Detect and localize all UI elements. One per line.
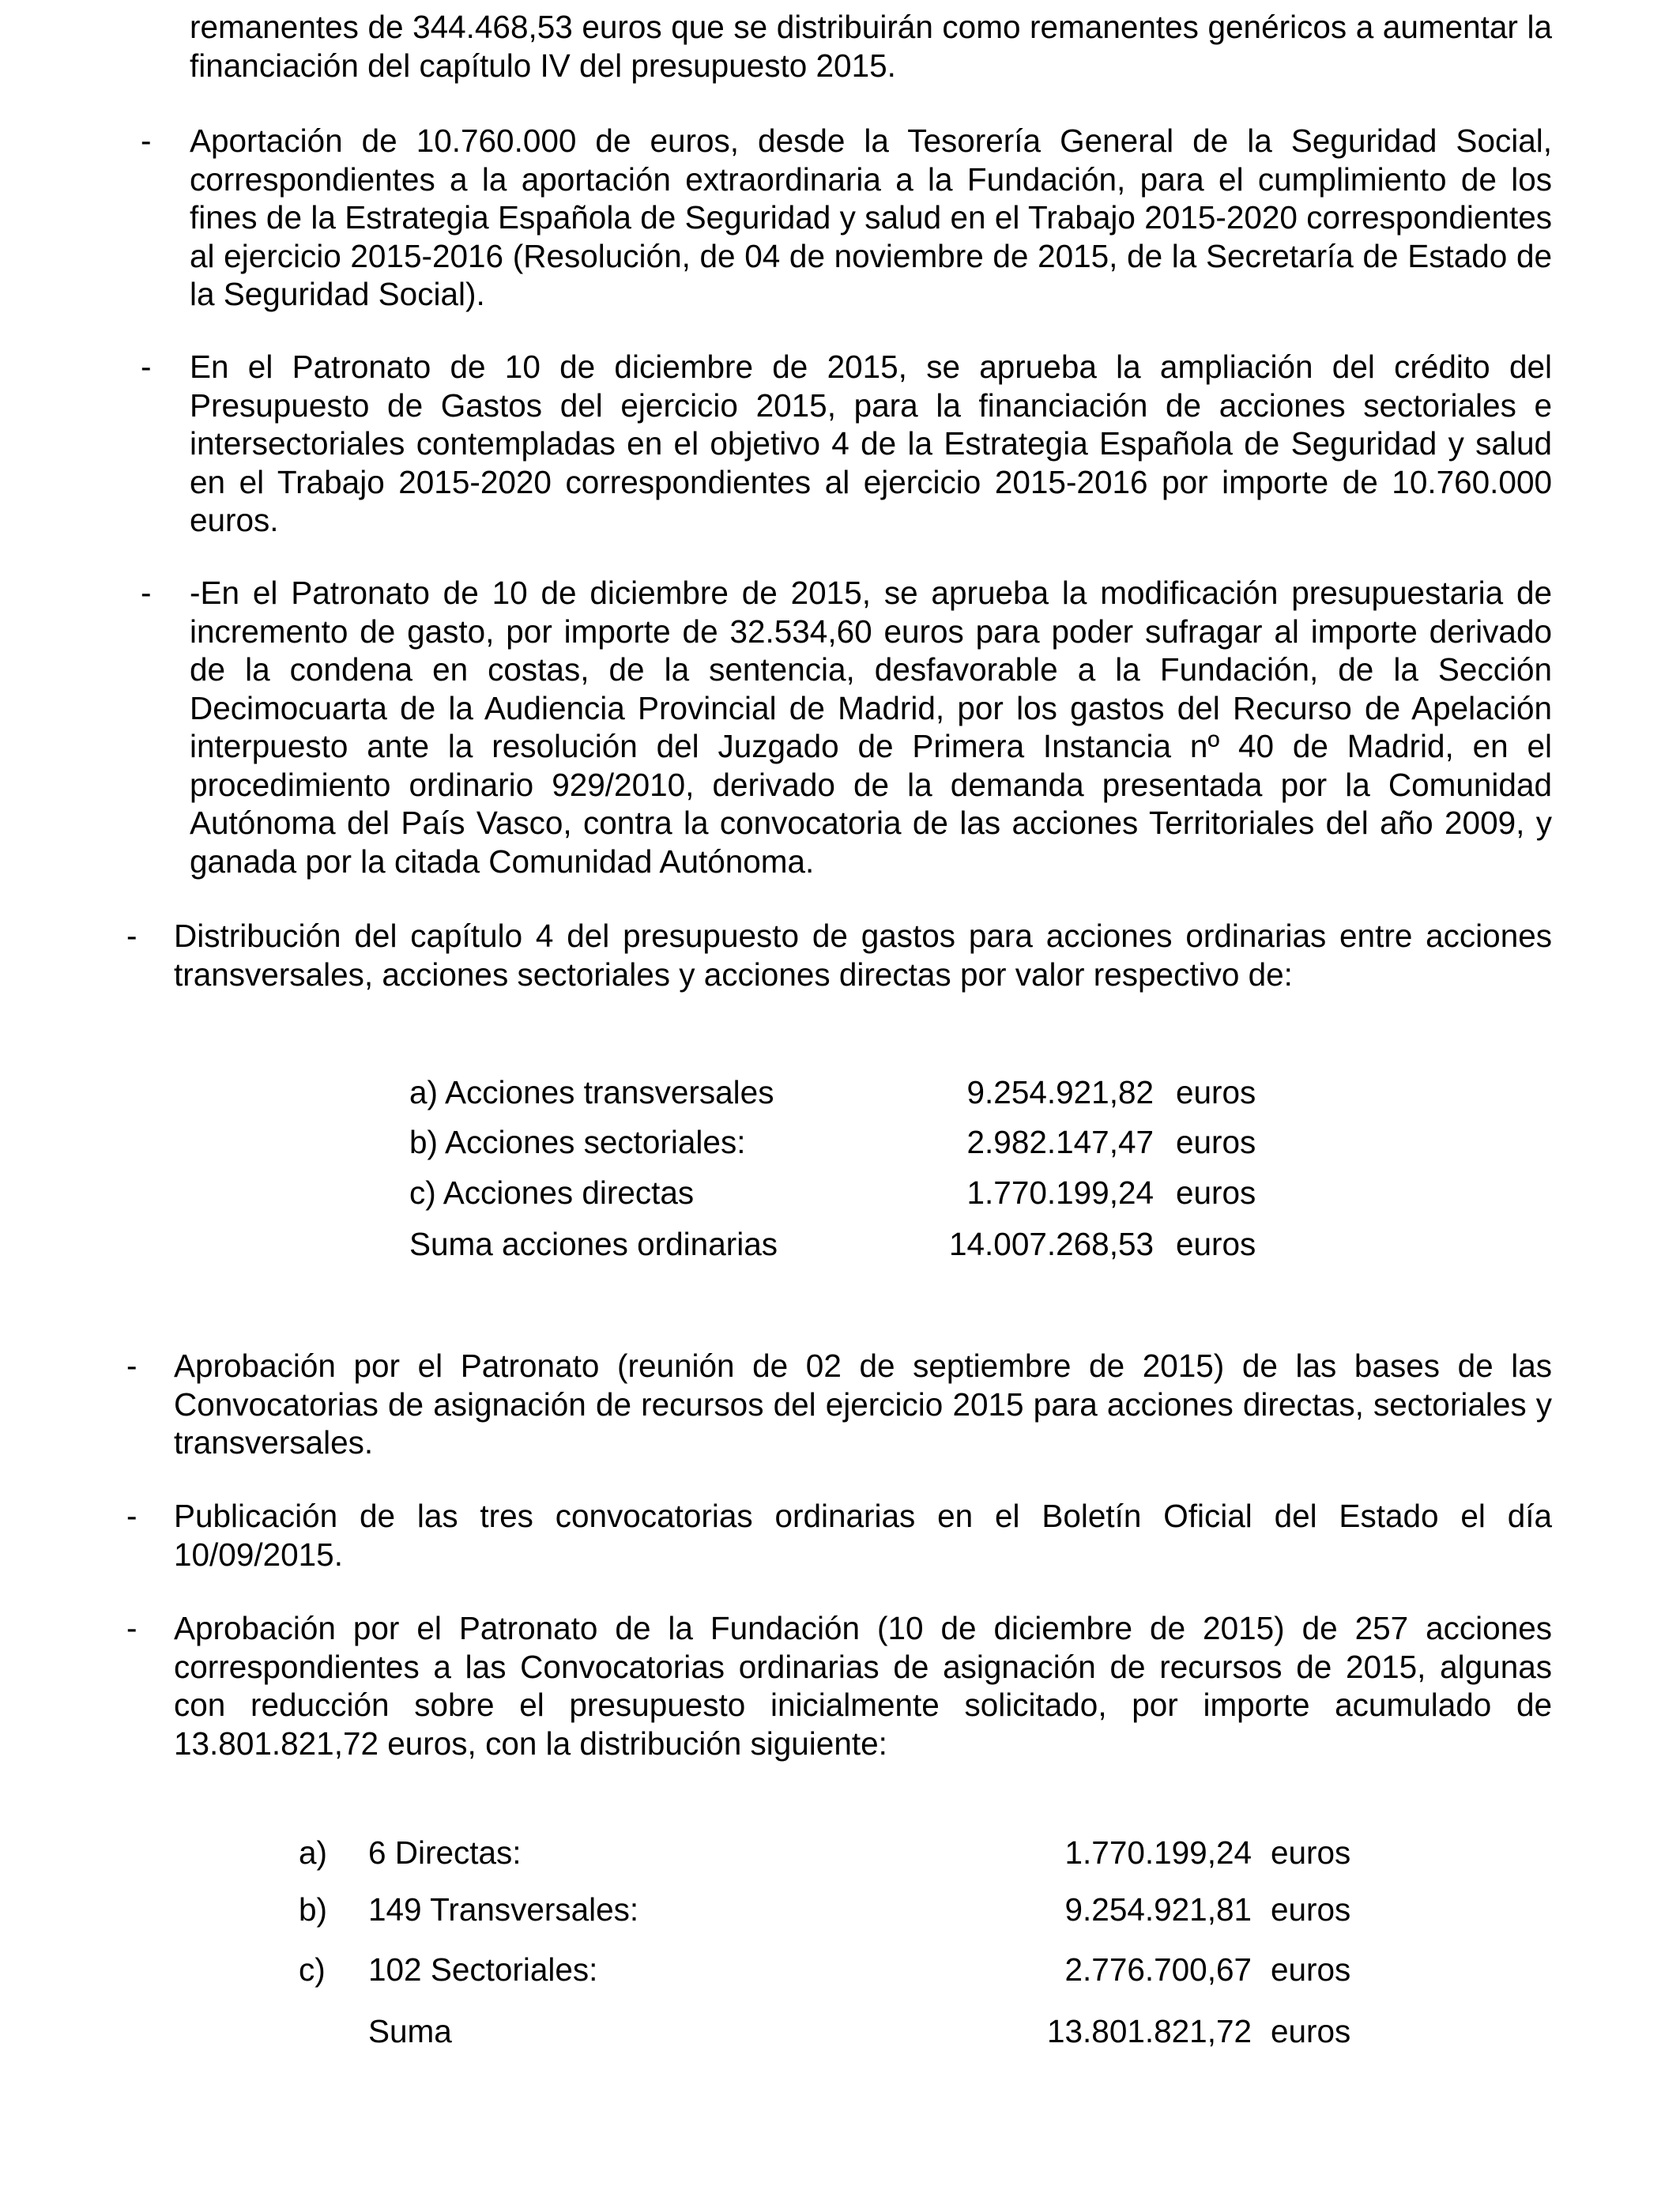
bullet-text: Aprobación por el Patronato de la Fundación (10 de diciembre de 2015) de 257 acciones correspondientes a las Convocatorias ordinarias de asignación de recursos de 2015, algunas con reducción sobre el presupuesto inicialmente solicitado, por importe acumulado de 13.801.821,72 euros, con la distribución siguiente: (174, 1610, 1552, 1762)
table-row (0, 1891, 1680, 1928)
table-row (0, 1073, 1680, 1111)
row-label: a) Acciones transversales (409, 1074, 774, 1110)
row-label: c) Acciones directas (409, 1174, 695, 1211)
row-unit: euros (1176, 1174, 1256, 1211)
row-unit: euros (1176, 1226, 1256, 1262)
bullet-text: Distribución del capítulo 4 del presupuesto de gastos para acciones ordinarias entre acciones transversales, acciones sectoriales y acciones directas por valor respectivo de: (174, 918, 1552, 993)
bullet-dash: - (126, 918, 137, 954)
table-row (0, 1951, 1680, 1989)
row-letter: a) (299, 1834, 328, 1871)
row-amount: 2.776.700,67 (1064, 1951, 1252, 1988)
row-label: 6 Directas: (368, 1834, 522, 1871)
table-row (0, 1123, 1680, 1161)
row-unit: euros (1271, 1891, 1351, 1928)
row-label: Suma acciones ordinarias (409, 1226, 778, 1262)
row-unit: euros (1271, 1951, 1351, 1988)
row-unit: euros (1271, 1834, 1351, 1871)
bullet-text: Aprobación por el Patronato (reunión de 02 de septiembre de 2015) de las bases de las Convocatorias de asignación de recursos del ejercicio 2015 para acciones directas, sectoriales y transversales. (174, 1348, 1552, 1461)
bullet-dash: - (126, 1610, 137, 1646)
row-amount: 2.982.147,47 (966, 1124, 1154, 1160)
row-letter: c) (299, 1951, 326, 1988)
continuation-paragraph: remanentes de 344.468,53 euros que se distribuirán como remanentes genéricos a aumentar la financiación del capítulo IV del presupuesto 2015. (190, 9, 1552, 84)
bullet-text: Publicación de las tres convocatorias ordinarias en el Boletín Oficial del Estado el día 10/09/2015. (174, 1498, 1552, 1573)
row-label: 102 Sectoriales: (368, 1951, 598, 1988)
table-row (0, 1174, 1680, 1212)
bullet-dash: - (141, 575, 152, 611)
row-amount: 9.254.921,81 (1064, 1891, 1252, 1928)
bullet-dash: - (126, 1498, 137, 1534)
row-amount: 1.770.199,24 (966, 1174, 1154, 1211)
bullet-text: Aportación de 10.760.000 de euros, desde la Tesorería General de la Seguridad Social, correspondientes a la aportación extraordinaria a la Fundación, para el cumplimiento de los fines de la Estrategia Española de Seguridad y salud en el Trabajo 2015-2020 correspondientes al ejercicio 2015-2016 (Resolución, de 04 de noviembre de 2015, de la Secretaría de Estado de la Seguridad Social). (190, 123, 1552, 312)
row-amount: 9.254.921,82 (966, 1074, 1154, 1110)
row-unit: euros (1271, 2013, 1351, 2049)
bullet-text: -En el Patronato de 10 de diciembre de 2015, se aprueba la modificación presupuestaria de incremento de gasto, por importe de 32.534,60 euros para poder sufragar al importe derivado de la condena en costas, de la sentencia, desfavorable a la Fundación, de la Sección Decimocuarta de la Audiencia Provincial de Madrid, por los gastos del Recurso de Apelación interpuesto ante la resolución del Juzgado de Primera Instancia nº 40 de Madrid, en el procedimiento ordinario 929/2010, derivado de la demanda presentada por la Comunidad Autónoma del País Vasco, contra la convocatoria de las acciones Territoriales del año 2009, y ganada por la citada Comunidad Autónoma. (190, 575, 1552, 880)
table-row-total (0, 1225, 1680, 1263)
row-unit: euros (1176, 1124, 1256, 1160)
bullet-text: En el Patronato de 10 de diciembre de 2015, se aprueba la ampliación del crédito del Presupuesto de Gastos del ejercicio 2015, para la financiación de acciones sectoriales e intersectoriales contempladas en el objetivo 4 de la Estrategia Española de Seguridad y salud en el Trabajo 2015-2020 correspondientes al ejercicio 2015-2016 por importe de 10.760.000 euros. (190, 349, 1552, 538)
bullet-dash: - (126, 1348, 137, 1384)
row-amount: 13.801.821,72 (1047, 2013, 1252, 2049)
row-amount: 14.007.268,53 (949, 1226, 1154, 1262)
bullet-dash: - (141, 349, 152, 385)
row-letter: b) (299, 1891, 328, 1928)
bullet-dash: - (141, 123, 152, 159)
row-label: Suma (368, 2013, 452, 2049)
row-label: 149 Transversales: (368, 1891, 639, 1928)
row-amount: 1.770.199,24 (1064, 1834, 1252, 1871)
table-row (0, 1834, 1680, 1872)
table-row-total (0, 2012, 1680, 2050)
row-label: b) Acciones sectoriales: (409, 1124, 746, 1160)
row-unit: euros (1176, 1074, 1256, 1110)
